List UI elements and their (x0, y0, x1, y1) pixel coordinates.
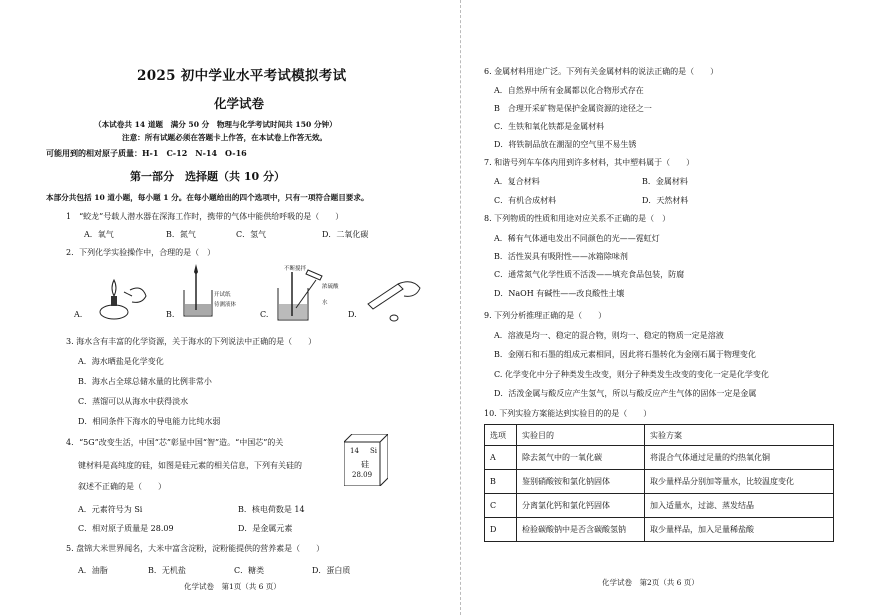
q1-options (22, 229, 440, 241)
q4-stem-line-1: 4．“5G”改变生活，中国“芯”彰显中国“智”造。“中国芯”的关 (66, 438, 284, 447)
page-2 (478, 0, 848, 615)
part-title: 第一部分 选择题（共 10 分） (130, 170, 285, 183)
part-intro: 本部分共包括 10 道小题，每小题 1 分。在每小题给出的四个选项中，只有一项符合题目要求。 (46, 193, 369, 202)
q9-stem: 9. 下列分析推理正确的是（ ） (484, 311, 607, 320)
table-cell: 检验碳酸钠中是否含碳酸氢钠 (517, 518, 645, 542)
table-header-row (485, 425, 834, 446)
q7-option-a[interactable]: A．复合材料 (494, 177, 540, 186)
table-cell: 将混合气体通过足量的灼热氧化铜 (645, 446, 834, 470)
table-cell: B (485, 470, 517, 494)
q3-option-b[interactable]: B．海水占全球总储水量的比例非常小 (78, 377, 212, 386)
q4-stem-line-2: 键材料是高纯度的硅，如图是硅元素的相关信息，下列有关硅的 (78, 461, 302, 470)
q6-option-b[interactable]: B 合理开采矿物是保护金属资源的途径之一 (494, 104, 652, 113)
q7-option-d[interactable]: D．天然材料 (642, 196, 689, 205)
table-row[interactable] (485, 446, 834, 470)
q3-option-d[interactable]: D．相同条件下海水的导电能力比纯水弱 (78, 417, 221, 426)
element-name: 硅 (361, 460, 369, 469)
table-header-cell: 选项 (485, 425, 517, 446)
q9-option-d[interactable]: D．活泼金属与酸反应产生氢气，所以与酸反应产生气体的固体一定是金属 (494, 389, 757, 398)
element-mass: 28.09 (352, 471, 373, 479)
q7-stem: 7. 和谐号列车车体内用到许多材料，其中塑料属于（ ） (484, 158, 695, 167)
table-cell: A (485, 446, 517, 470)
page-2-footer: 化学试卷 第2页（共 6 页） (602, 578, 699, 587)
q3-option-a[interactable]: A．海水晒盐是化学变化 (78, 357, 164, 366)
q2-stem: 2．下列化学实验操作中，合理的是（ ） (66, 248, 216, 257)
q7-option-c[interactable]: C．有机合成材料 (494, 196, 557, 205)
table-header-cell: 实验目的 (517, 425, 645, 446)
q5-option-b[interactable]: B．无机盐 (148, 566, 186, 575)
q4-option-b[interactable]: B．核电荷数是 14 (238, 505, 305, 514)
q9-option-c[interactable]: C. 化学变化中分子种类发生改变，则分子种类发生改变的变化一定是化学变化 (494, 370, 769, 379)
q10-stem: 10. 下列实验方案能达到实验目的的是（ ） (484, 409, 652, 418)
q5-option-a[interactable]: A．油脂 (78, 566, 108, 575)
q4-stem-line-3: 叙述不正确的是（ ） (78, 482, 166, 491)
table-cell: 除去氮气中的一氧化碳 (517, 446, 645, 470)
page-1 (22, 0, 440, 615)
q1-option-d[interactable]: D．二氧化碳 (322, 230, 369, 239)
q5-options (22, 565, 440, 577)
test-paper-beaker-icon (178, 264, 218, 324)
test-tube-hand-icon (358, 274, 438, 324)
table-cell: D (485, 518, 517, 542)
q8-option-a[interactable]: A．稀有气体通电发出不同颜色的光——霓虹灯 (494, 234, 660, 243)
q2-option-d[interactable]: D. (348, 310, 357, 319)
q8-option-b[interactable]: B．活性炭具有吸附性——冰箱除味剂 (494, 252, 628, 261)
fig-c-label-acid: 浓硫酸 (322, 284, 339, 290)
q6-option-c[interactable]: C．生铁和氧化铁都是金属材料 (494, 122, 605, 131)
fig-b-label-1: 开试纸 (214, 292, 231, 298)
q2-option-b[interactable]: B. (166, 310, 175, 319)
table-row[interactable] (485, 470, 834, 494)
alcohol-lamp-icon (86, 270, 156, 322)
q2-option-a[interactable]: A. (74, 310, 83, 319)
q2-option-c[interactable]: C. (260, 310, 269, 319)
page-1-footer: 化学试卷 第1页（共 6 页） (184, 582, 281, 591)
table-cell: 分离氯化钙和氯化钙固体 (517, 494, 645, 518)
exam-notice: 注意：所有试题必须在答题卡上作答，在本试卷上作答无效。 (122, 133, 328, 142)
q3-option-c[interactable]: C．蒸馏可以从海水中获得淡水 (78, 397, 189, 406)
exam-subtitle: 化学试卷 (214, 96, 265, 111)
table-cell: C (485, 494, 517, 518)
q9-option-a[interactable]: A．溶液是均一、稳定的混合物，则均一、稳定的物质一定是溶液 (494, 331, 724, 340)
q5-stem: 5. 盘锦大米世界闻名，大米中富含淀粉，淀粉能提供的营养素是（ ） (66, 544, 325, 553)
q1-option-a[interactable]: A．氧气 (84, 230, 114, 239)
q5-option-d[interactable]: D．蛋白质 (312, 566, 351, 575)
exam-title: 2025 初中学业水平考试模拟考试 (137, 68, 347, 84)
q6-stem: 6. 金属材料用途广泛。下列有关金属材料的说法正确的是（ ） (484, 67, 719, 76)
element-symbol: Si (370, 447, 378, 455)
table-cell: 取少量样品，加入足量稀盐酸 (645, 518, 834, 542)
q4-option-d[interactable]: D．是金属元素 (238, 524, 293, 533)
table-row[interactable] (485, 494, 834, 518)
fig-b-label-2: 待测液体 (214, 302, 237, 308)
dilution-beaker-icon (272, 268, 342, 324)
table-header-cell: 实验方案 (645, 425, 834, 446)
atomic-mass-info: 可能用到的相对原子质量：H-1 C-12 N-14 O-16 (46, 148, 247, 158)
q5-option-c[interactable]: C．糖类 (234, 566, 265, 575)
fig-c-label-stir: 不断搅拌 (284, 266, 307, 272)
q1-option-c[interactable]: C．氢气 (236, 230, 267, 239)
q8-option-c[interactable]: C．通常氮气化学性质不活泼——填充食品包装，防腐 (494, 270, 685, 279)
q6-option-d[interactable]: D．将铁制品放在潮湿的空气里不易生锈 (494, 140, 637, 149)
element-number: 14 (350, 447, 359, 455)
table-cell: 取少量样品分别加等量水，比较温度变化 (645, 470, 834, 494)
page-divider (460, 0, 461, 615)
q8-stem: 8. 下列物质的性质和用途对应关系不正确的是（ ） (484, 214, 671, 223)
q4-option-c[interactable]: C．相对原子质量是 28.09 (78, 524, 174, 533)
q10-experiment-table (484, 424, 834, 542)
q8-option-d[interactable]: D．NaOH 有碱性——改良酸性土壤 (494, 289, 625, 298)
q1-option-b[interactable]: B．氮气 (166, 230, 196, 239)
q7-option-b[interactable]: B．金属材料 (642, 177, 688, 186)
q6-option-a[interactable]: A．自然界中所有金属都以化合物形式存在 (494, 86, 644, 95)
table-row[interactable] (485, 518, 834, 542)
q2-figures (66, 264, 446, 326)
q4-option-a[interactable]: A．元素符号为 Si (78, 505, 143, 514)
table-cell: 加入适量水，过滤、蒸发结晶 (645, 494, 834, 518)
exam-info: （本试卷共 14 道题 满分 50 分 物理与化学考试时间共 150 分钟） (94, 120, 337, 129)
table-cell: 鉴别硝酸铵和氯化钠固体 (517, 470, 645, 494)
q3-stem: 3. 海水含有丰富的化学资源，关于海水的下列说法中正确的是（ ） (66, 337, 317, 346)
q9-option-b[interactable]: B．金刚石和石墨的组成元素相同，因此将石墨转化为金刚石属于物理变化 (494, 350, 756, 359)
q1-stem: 1 “蛟龙”号载人潜水器在深海工作时，携带的气体中能供给呼吸的是（ ） (66, 212, 344, 221)
fig-c-label-water: 水 (322, 300, 328, 306)
